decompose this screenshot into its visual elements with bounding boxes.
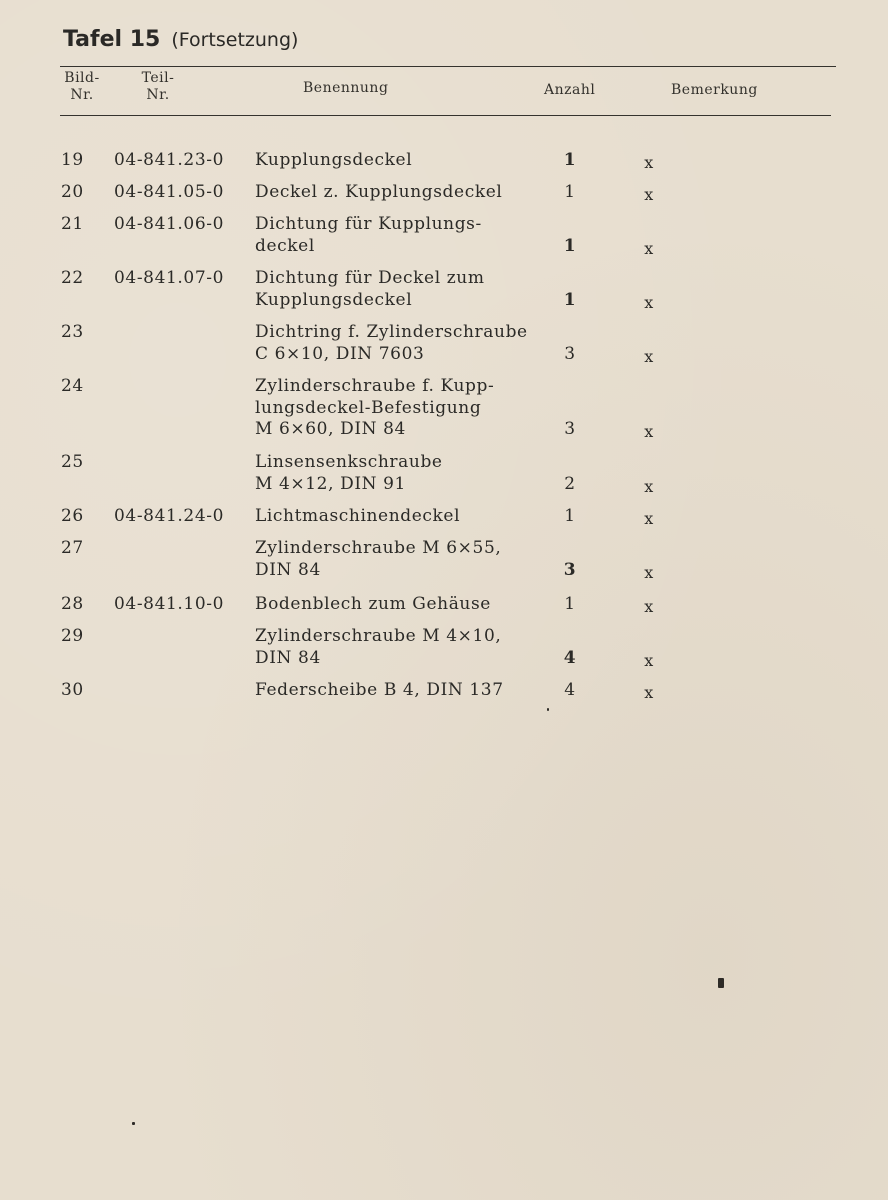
anzahl-cell: 1 [564,506,576,526]
benennung-cell [255,452,555,495]
header-rule-bottom [60,115,831,116]
bild-nr-cell: 27 [61,538,84,558]
anzahl-cell: 1 [564,594,576,614]
bemerkung-cell: x [644,476,654,496]
bemerkung-cell: x [644,292,654,312]
anzahl-cell: 1 [563,235,577,256]
benennung-line: C 6×10, DIN 7603 [255,343,425,364]
bild-nr-cell: 22 [61,268,84,288]
teil-nr-cell: 04-841.10-0 [114,594,225,614]
bemerkung-cell: x [644,185,654,204]
benennung-line: DIN 84 [255,559,321,580]
anzahl-cell: 1 [563,289,577,310]
benennung-line: Zylinderschraube f. Kupp- [255,376,495,396]
bemerkung-cell: x [644,650,654,670]
header-teil-nr [133,70,183,104]
anzahl-cell: 4 [564,680,576,700]
title-sub: (Fortsetzung) [171,29,299,51]
anzahl-cell: 3 [563,559,577,580]
benennung-cell [255,214,555,257]
teil-nr-cell: 04-841.07-0 [114,268,225,288]
benennung-cell [255,680,555,702]
bild-nr-cell: 21 [61,214,84,234]
ink-dot [547,708,549,711]
bemerkung-cell: x [644,597,654,616]
benennung-line: M 6×60, DIN 84 [255,419,406,439]
teil-nr-cell: 04-841.23-0 [114,150,225,170]
benennung-cell [255,506,555,528]
benennung-line: Dichtring f. Zylinderschraube [255,322,528,342]
bild-nr-cell: 23 [61,322,84,342]
benennung-cell [255,594,555,616]
bild-nr-cell: 26 [61,506,84,526]
bemerkung-cell: x [644,153,654,172]
benennung-line: Kupplungsdeckel [255,289,413,310]
benennung-line: Federscheibe B 4, DIN 137 [255,680,504,700]
teil-nr-cell: 04-841.05-0 [114,182,225,202]
title-main: Tafel 15 [63,27,161,52]
benennung-cell [255,538,555,581]
header-bemerkung: Bemerkung [671,82,758,98]
bemerkung-cell: x [644,238,654,258]
benennung-line: Deckel z. Kupplungsdeckel [255,182,503,202]
ink-dot [132,1122,135,1125]
benennung-line: M 4×12, DIN 91 [255,473,406,494]
bemerkung-cell: x [644,422,654,441]
header-bild-line2: Nr. [70,87,94,103]
benennung-line: DIN 84 [255,647,321,668]
benennung-line: Dichtung für Kupplungs- [255,214,482,234]
header-anzahl: Anzahl [544,82,596,98]
bild-nr-cell: 30 [61,680,84,700]
benennung-cell [255,268,555,311]
header-teil-line1: Teil- [141,70,175,86]
anzahl-cell: 3 [564,343,576,364]
header-benennung: Benennung [303,80,389,96]
benennung-cell [255,150,555,172]
bild-nr-cell: 28 [61,594,84,614]
page-title [63,27,298,52]
teil-nr-cell: 04-841.24-0 [114,506,225,526]
header-teil-line2: Nr. [146,87,170,103]
anzahl-cell: 1 [564,182,576,202]
anzahl-cell: 4 [563,647,577,668]
bild-nr-cell: 19 [61,150,84,170]
anzahl-cell: 2 [564,473,576,494]
benennung-line: Linsensenkschraube [255,452,443,472]
bild-nr-cell: 25 [61,452,84,472]
benennung-line: Bodenblech zum Gehäuse [255,594,491,614]
benennung-cell [255,376,555,441]
benennung-line: Kupplungsdeckel [255,150,413,170]
bemerkung-cell: x [644,562,654,582]
bild-nr-cell: 20 [61,182,84,202]
benennung-cell [255,626,555,669]
benennung-line: Zylinderschraube M 6×55, [255,538,502,558]
bild-nr-cell: 29 [61,626,84,646]
bemerkung-cell: x [644,683,654,702]
bemerkung-cell: x [644,509,654,528]
benennung-line: lungsdeckel-Befestigung [255,397,482,418]
bemerkung-cell: x [644,346,654,366]
header-bild-line1: Bild- [64,70,100,86]
bild-nr-cell: 24 [61,376,84,396]
anzahl-cell: 3 [564,419,576,439]
benennung-line: Dichtung für Deckel zum [255,268,485,288]
benennung-cell [255,322,555,365]
benennung-line: Zylinderschraube M 4×10, [255,626,502,646]
header-bild-nr [58,70,106,104]
header-rule-top [60,66,836,67]
benennung-cell [255,182,555,204]
benennung-line: Lichtmaschinendeckel [255,506,461,526]
anzahl-cell: 1 [563,150,577,170]
ink-speck [718,978,724,988]
teil-nr-cell: 04-841.06-0 [114,214,225,234]
benennung-line: deckel [255,235,315,256]
